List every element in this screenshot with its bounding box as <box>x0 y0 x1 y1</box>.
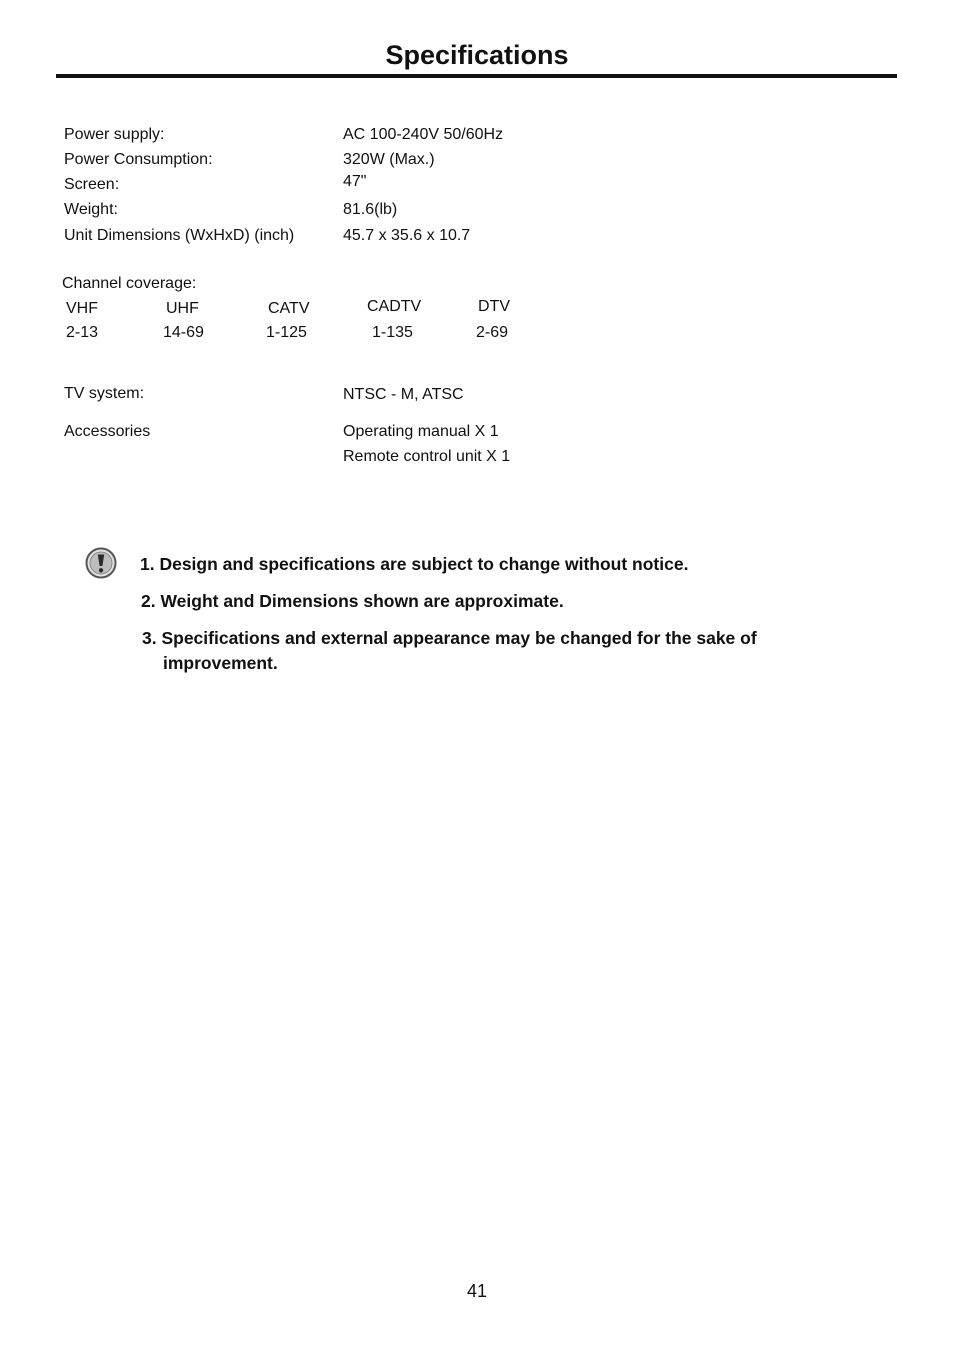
notice-item-3: 3. Specifications and external appearance may be changed for the sake of <box>142 628 757 648</box>
page-title: Specifications <box>385 40 569 70</box>
accessory-item: Remote control unit X 1 <box>343 448 511 465</box>
power-consumption-value: 320W (Max.) <box>343 151 435 168</box>
page-number: 41 <box>466 1281 488 1301</box>
channel-coverage-label: Channel coverage: <box>62 275 197 292</box>
band-vhf-header: VHF <box>66 300 98 317</box>
notice-item-1: 1. Design and specifications are subject to change without notice. <box>140 554 689 574</box>
tv-system-value: NTSC - M, ATSC <box>343 386 464 403</box>
band-cadtv-header: CADTV <box>367 298 422 315</box>
weight-value: 81.6(lb) <box>343 201 398 218</box>
tv-system-label: TV system: <box>64 385 145 402</box>
band-dtv-header: DTV <box>478 298 510 315</box>
power-supply-value: AC 100-240V 50/60Hz <box>343 126 504 143</box>
screen-value: 47" <box>343 173 367 190</box>
screen-label: Screen: <box>64 176 120 193</box>
band-uhf-range: 14-69 <box>163 324 204 341</box>
band-dtv-range: 2-69 <box>476 324 509 341</box>
band-catv-range: 1-125 <box>266 324 307 341</box>
band-catv-header: CATV <box>268 300 310 317</box>
unit-dimensions-value: 45.7 x 35.6 x 10.7 <box>343 227 471 244</box>
exclamation-icon <box>85 547 117 579</box>
notice-item-3-continued: improvement. <box>163 653 278 673</box>
band-uhf-header: UHF <box>166 300 199 317</box>
title-rule <box>56 74 897 78</box>
weight-label: Weight: <box>64 201 118 218</box>
power-consumption-label: Power Consumption: <box>64 151 213 168</box>
accessory-item: Operating manual X 1 <box>343 423 499 440</box>
power-supply-label: Power supply: <box>64 126 165 143</box>
band-cadtv-range: 1-135 <box>372 324 413 341</box>
accessories-label: Accessories <box>64 423 151 440</box>
unit-dimensions-label: Unit Dimensions (WxHxD) (inch) <box>64 227 295 244</box>
band-vhf-range: 2-13 <box>66 324 99 341</box>
notice-item-2: 2. Weight and Dimensions shown are approximate. <box>141 591 564 611</box>
